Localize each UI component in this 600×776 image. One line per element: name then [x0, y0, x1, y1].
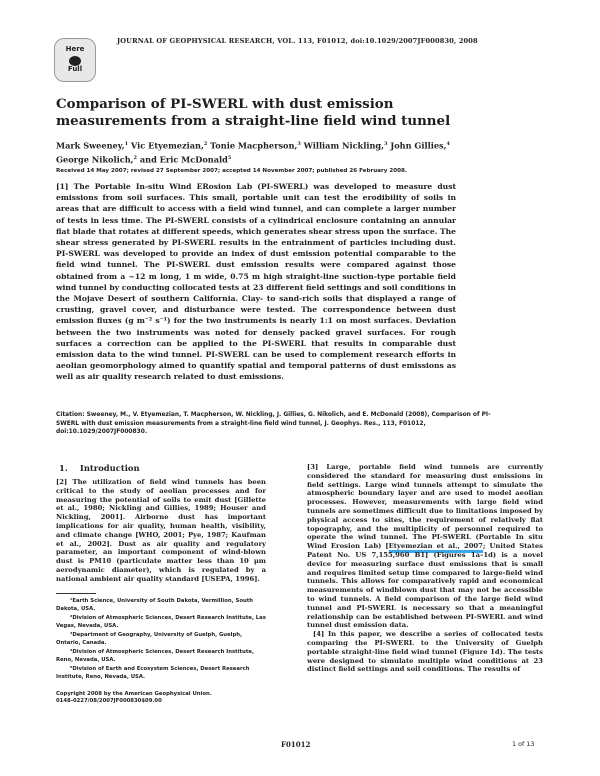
article-id: F01012 — [281, 740, 311, 749]
copyright-id: 0148-0227/08/2007JF000830$09.00 — [56, 697, 162, 704]
author: George Nikolich, — [56, 154, 134, 165]
author: Tonie Macpherson, — [210, 140, 298, 151]
citation — [56, 411, 496, 437]
footnote: ¹Earth Science, University of South Dakota, Vermillion, South Dakota, USA. — [56, 597, 254, 613]
footnote: ³Department of Geography, University of Guelph, Guelph, Ontario, Canada. — [56, 631, 243, 647]
affiliation-mark: 4 — [446, 141, 451, 147]
author: William Nickling, — [303, 140, 384, 151]
citation-label: Citation: — [56, 412, 85, 418]
affiliation-mark: 1 — [124, 141, 129, 147]
affiliation-footnotes — [56, 597, 266, 682]
footnote: ⁴Division of Atmospheric Sciences, Desert Research Institute, Reno, Nevada, USA. — [56, 648, 254, 664]
footnote: ²Division of Atmospheric Sciences, Desert Research Institute, Las Vegas, Nevada, USA. — [56, 614, 266, 630]
author: Mark Sweeney, — [56, 140, 125, 151]
copyright-text: Copyright 2008 by the American Geophysical Union. — [56, 690, 212, 697]
journal-header: JOURNAL OF GEOPHYSICAL RESEARCH, VOL. 113, F01012, doi:10.1029/2007JF000830, 2008 — [117, 37, 478, 45]
copyright-notice — [56, 691, 266, 705]
affiliation-mark: 2 — [133, 154, 137, 161]
paragraph-text: ; United States Patent No. US 7,155,960 B1] (Figures 1a–1d) is a novel device for measuring surface dust emissions that is small and requires limited setup time compared to large-field wind tunnels. This allows for comparatively rapid and economical measurements of windblown dust that may not be accessible to wind tunnels. A field comparison of the large field wind tunnel and PI-SWERL is necessary so that a meaningful relationship can be established between PI-SWERL and wind tunnel dust emission data. — [307, 542, 543, 630]
author: and Eric McDonald — [139, 154, 228, 165]
journal-logo — [54, 38, 96, 82]
section-number: 1. — [59, 463, 68, 473]
reference-link[interactable]: Etyemezian et al., 2007 — [389, 542, 483, 553]
paper-title: Comparison of PI-SWERL with dust emission measurements from a straight-line field wind tunnel — [56, 96, 451, 129]
affiliation-mark: 3 — [383, 141, 388, 147]
affiliation-mark: 2 — [203, 141, 208, 147]
author: Vic Etyemezian, — [130, 140, 204, 151]
abstract — [56, 181, 456, 383]
body-paragraph — [307, 463, 543, 630]
section-title: Introduction — [79, 463, 140, 473]
paragraph-marker: [1] — [56, 182, 69, 191]
logo-text-top: Here — [65, 45, 85, 54]
left-column — [56, 463, 266, 705]
body-paragraph: [4] In this paper, we describe a series of collocated tests comparing the PI-SWERL to the University of Guelph portable straight-line field wind tunnel (Figure 1d). The tests were designed to simulate multiple wind conditions at 23 distinct field settings and soil conditions. The results of — [307, 630, 543, 674]
section-heading — [59, 463, 266, 473]
author: John Gillies, — [390, 140, 447, 151]
body-paragraph: [2] The utilization of field wind tunnels has been critical to the study of aeolian processes and for measuring the potential of soils to emit dust [Gillette et al., 1980; Nickling and Gillies, 1989; Houser and Nickling, 2001]. Airborne dust has important implications for air quality, human health, visibility, and climate change [WHO, 2001; Pye, 1987; Kaufman et al., 2002]. Dust as air quality and regulatory parameter, an important component of wind-blown dust is PM10 (particulate matter less than 10 μm aerodynamic diameter), which is regulated by a national ambient air quality standard [USEPA, 1996]. — [56, 478, 266, 583]
received-dates: Received 14 May 2007; revised 27 September 2007; accepted 14 November 2007; published 26 February 2008. — [56, 168, 408, 174]
paragraph-text: [3] Large, portable field wind tunnels are currently considered the standard for measuring dust emissions in field settings. Large wind tunnels attempt to simulate the atmospheric boundary layer and are used to model aeolian processes. However, measurements with large field wind tunnels are sometimes difficult due to limitations imposed by physical access to sites, the requirement of relatively flat topography, and the multiplicity of personnel required to operate the wind tunnel. The PI-SWERL (Portable In situ Wind Erosion Lab) [ — [307, 463, 543, 551]
right-column — [307, 463, 543, 674]
citation-text: Sweeney, M., V. Etyemezian, T. Macpherson, W. Nickling, J. Gillies, G. Nikolich, and E. McDonald (2008), Comparison of PI-SWERL with dust emission measurements from a straight-line field wind tunnel, J. Geophys. Res., 113, F01012, doi:10.1029/2007JF000830. — [56, 412, 491, 436]
logo-text-bottom: Full — [67, 65, 83, 73]
abstract-text: The Portable In-situ Wind ERosion Lab (PI-SWERL) was developed to measure dust emissions from soil surfaces. This small, portable unit can test the erodibility of soils in areas that are difficult to access with a field wind tunnel, and can complete a larger number of tests in less time. The PI-SWERL consists of a cylindrical enclosure containing an annular flat blade that rotates at different speeds, which generates shear stress upon the surface. The shear stress generated by PI-SWERL results in the entrainment of particles including dust. PI-SWERL was developed to provide an index of dust emission potential comparable to the field wind tunnel. The PI-SWERL dust emission results were compared against those obtained from a ~12 m long, 1 m wide, 0.75 m high straight-line suction-type portable field wind tunnel by conducting collocated tests at 23 different field settings and soil conditions in the Mojave Desert of southern California. Clay- to sand-rich soils that displayed a range of crusting, gravel cover, and disturbance were tested. The correspondence between dust emission fluxes (g m⁻² s⁻¹) for the two instruments is nearly 1:1 on most surfaces. Deviation between the two instruments was noted for densely packed gravel surfaces. For rough surfaces a correction can be applied to the PI-SWERL that results in comparable dust emission data to the wind tunnel. PI-SWERL can be used to complement research efforts in aeolian geomorphology aimed to quantify spatial and temporal patterns of dust emissions as well as air quality research related to dust emissions. — [56, 182, 456, 382]
affiliation-mark: 3 — [297, 141, 301, 147]
affiliation-mark: 5 — [227, 154, 232, 161]
page-number: 1 of 13 — [512, 740, 535, 748]
footnote-divider — [56, 593, 96, 594]
footnote: ⁵Division of Earth and Ecosystem Sciences, Desert Research Institute, Reno, Nevada, USA. — [56, 665, 250, 681]
author-list — [56, 138, 476, 165]
